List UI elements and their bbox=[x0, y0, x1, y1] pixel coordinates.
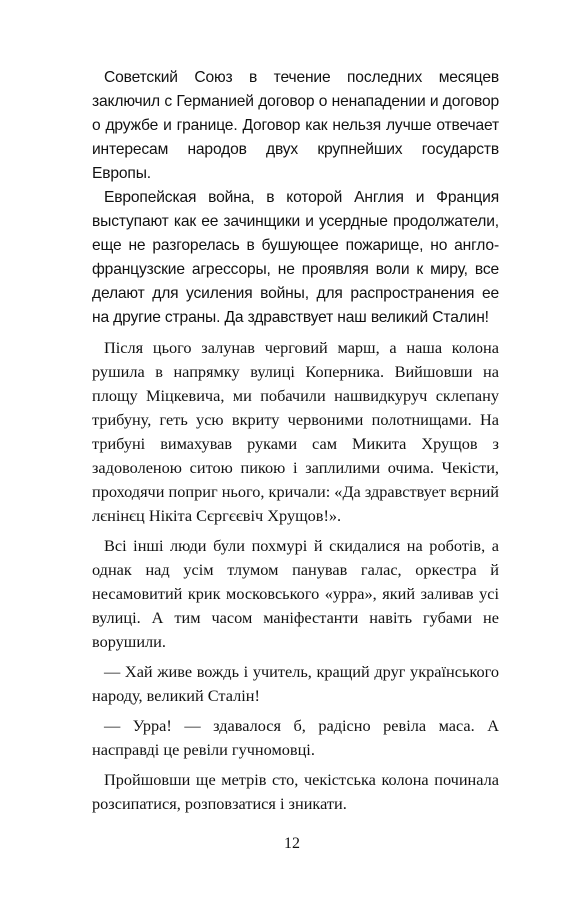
paragraph-russian-2: Европейская война, в которой Англия и Франция выступают как ее зачинщики и усердные продолжатели, еще не разгорелась в бушующее пожарище, но англо-французские агрессоры, не проявляя воли к миру, все делают для усиления войны, для распространения ее на другие страны. Да здравствует наш великий Сталин! bbox=[92, 189, 499, 326]
paragraph-1: Після цього залунав черговий марш, а наша колона рушила в напрямку вулиці Коперника. Вийшовши на площу Міцкевича, ми побачили нашвидкуруч склепану трибуну, геть усю вкриту червоними полотнищами. На трибуні вимахував руками сам Микита Хрущов з задоволеною ситою пикою і заплилими очима. Чекісти, проходячи поприг нього, кричали: «Да здравствует вєрний лєнінєц Нікіта Сєргєєвіч Хрущов!». bbox=[92, 338, 499, 525]
paragraph-russian-1: Советский Союз в течение последних месяцев заключил с Германией договор о ненападении и договор о дружбе и границе. Договор как нельзя лучше отвечает интересам народов двух крупнейших государств Европы. bbox=[92, 69, 499, 182]
paragraph-dialogue-2: — Урра! — здавалося б, радісно ревіла маса. А насправді це ревіли гучномовці. bbox=[92, 716, 499, 759]
page-number: 12 bbox=[284, 835, 300, 852]
paragraph-2: Всі інші люди були похмурі й скидалися на роботів, а однак над усім тлумом панував галас, оркестра й несамовитий крик московського «урра», який заливав усі вулиці. А тим часом маніфестанти навіть губами не ворушили. bbox=[92, 536, 499, 651]
paragraph-3: Пройшовши ще метрів сто, чекістська колона починала розсипатися, розповзатися і зникати. bbox=[92, 770, 499, 813]
paragraph-dialogue-1: — Хай живе вождь і учитель, кращий друг українського народу, великий Сталін! bbox=[92, 662, 499, 705]
page-text bbox=[92, 66, 499, 816]
